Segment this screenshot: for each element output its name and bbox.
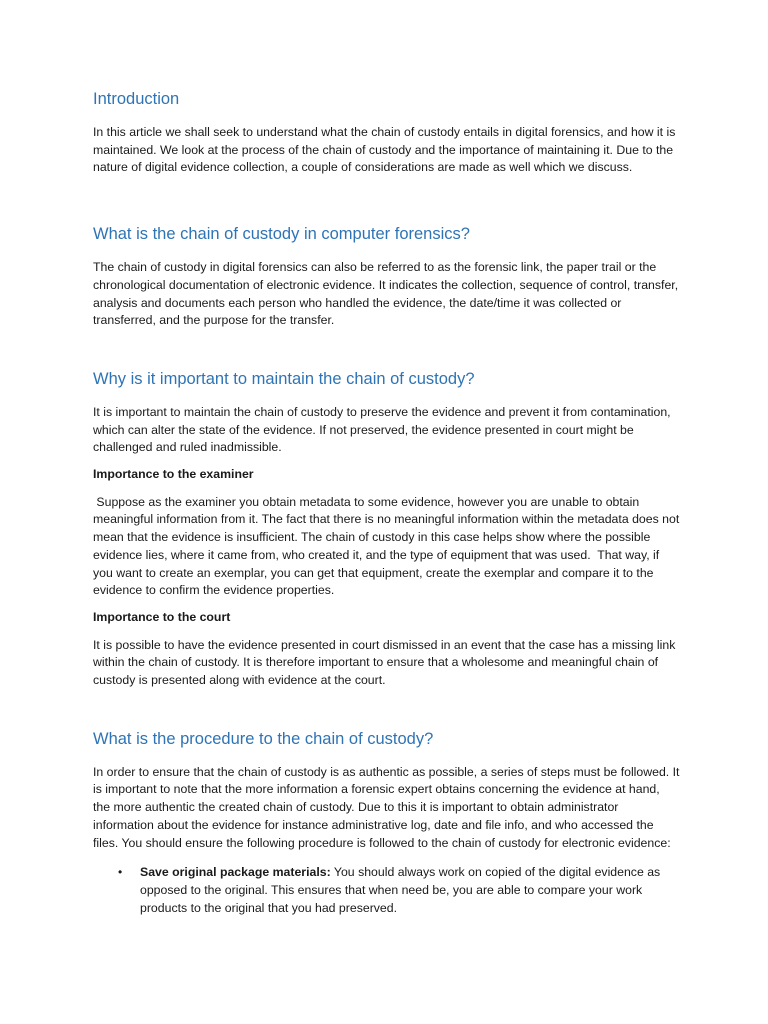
section-heading-why-important: Why is it important to maintain the chain of custody? <box>93 369 475 388</box>
subhead-examiner: Importance to the examiner <box>93 467 254 482</box>
section-heading-what-is: What is the chain of custody in computer forensics? <box>93 225 470 244</box>
section-heading-procedure: What is the procedure to the chain of custody? <box>93 729 434 748</box>
court-paragraph: It is possible to have the evidence presented in court dismissed in an event that the case has a missing link within the chain of custody. It is therefore important to ensure that a wholesome and meaningful chain of custody is presented along with evidence at the court. <box>93 637 676 688</box>
examiner-paragraph: Suppose as the examiner you obtain metadata to some evidence, however you are unable to obtain meaningful information from it. The fact that there is no meaningful information within the metadata does not mean that the evidence is insufficient. The chain of custody in this case helps show where the possible evidence lies, where it came from, who created it, and the type of equipment that was used. That way, if you want to create an exemplar, you can get that equipment, create the exemplar and compare it to the evidence to confirm the evidence properties. <box>93 494 683 598</box>
why-important-paragraph: It is important to maintain the chain of custody to preserve the evidence and prevent it from contamination, which can alter the state of the evidence. If not preserved, the evidence presented in court might be challenged and ruled inadmissible. <box>93 404 671 455</box>
section-heading-introduction: Introduction <box>93 90 180 108</box>
subhead-court: Importance to the court <box>93 609 231 624</box>
bullet-text: You should always work on copied of the digital evidence as opposed to the original. This ensures that when need be, you are able to compare your work products to the original that you had preserved. <box>140 865 664 915</box>
intro-paragraph: In this article we shall seek to understand what the chain of custody entails in digital forensics, and how it is maintained. We look at the process of the chain of custody and the importance of maintaining it. Due to the nature of digital evidence collection, a couple of considerations are made as well which we discuss. <box>93 125 676 175</box>
bullet-bold-label: Save original package materials: <box>140 865 331 880</box>
what-is-paragraph: The chain of custody in digital forensics can also be referred to as the forensic link, the paper trail or the chronological documentation of electronic evidence. It indicates the collection, sequence of control, transfer, analysis and documents each person who handled the evidence, the date/time it was collected or transferred, and the purpose for the transfer. <box>93 260 679 328</box>
procedure-paragraph: In order to ensure that the chain of custody is as authentic as possible, a series of steps must be followed. It is important to note that the more information a forensic expert obtains concerning the evidence at hand, the more authentic the created chain of custody. Due to this it is important to obtain administrator information about the evidence for instance administrative log, date and file info, and who accessed the files. You should ensure the following procedure is followed to the chain of custody for electronic evidence: <box>93 764 680 850</box>
list-item <box>118 864 680 917</box>
bullet-icon: • <box>118 865 123 880</box>
procedure-bullet-list <box>93 864 680 917</box>
